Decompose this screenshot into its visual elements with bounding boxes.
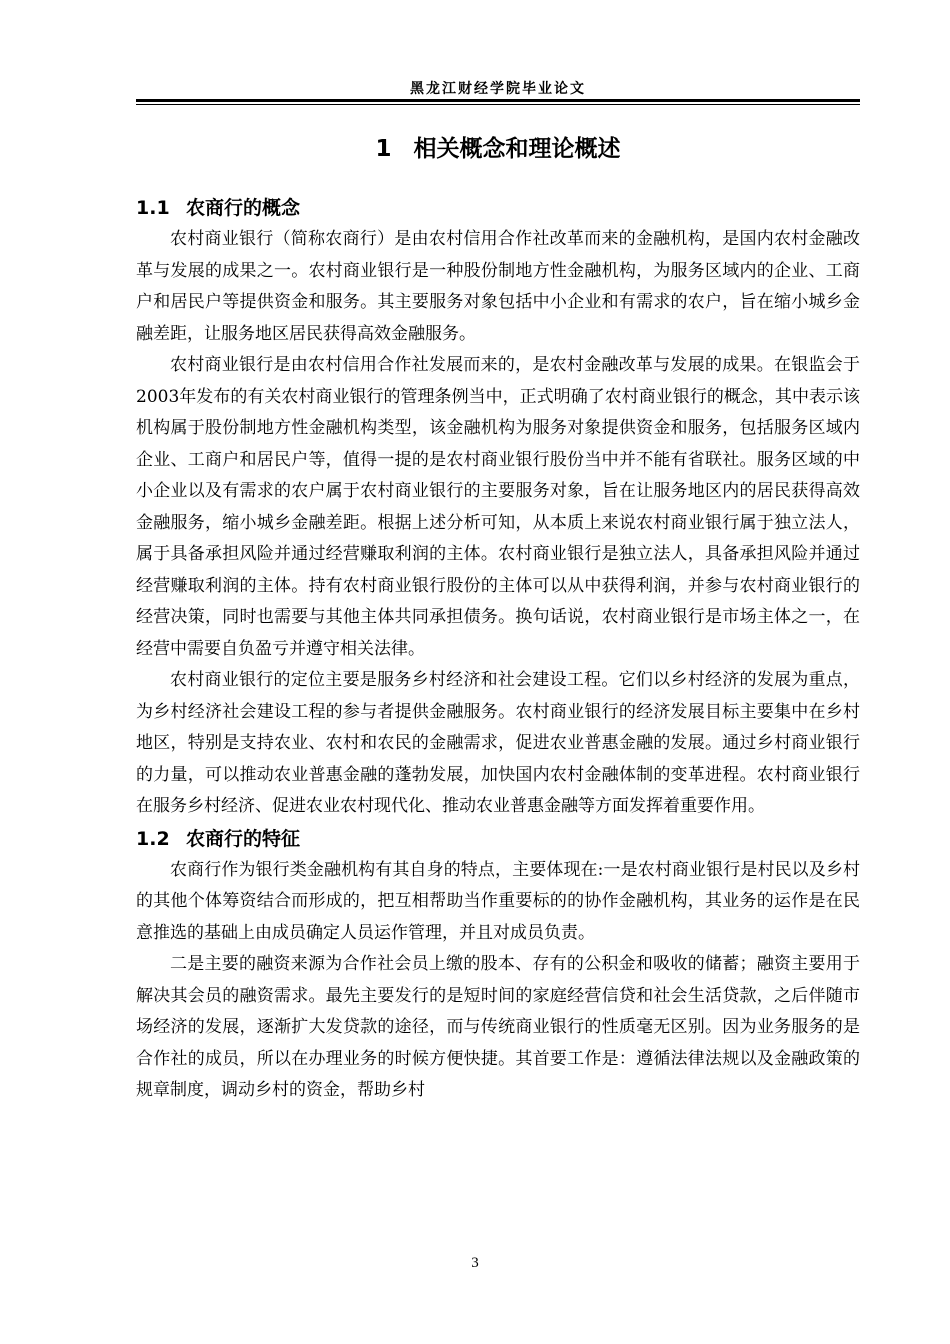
paragraph: 农村商业银行的定位主要是服务乡村经济和社会建设工程。它们以乡村经济的发展为重点，为乡村经济社会建设工程的参与者提供金融服务。农村商业银行的经济发展目标主要集中在乡村地区，特别是支持农业、农村和农民的金融需求，促进农业普惠金融的发展。通过乡村商业银行的力量，可以推动农业普惠金融的蓬勃发展，加快国内农村金融体制的变革进程。农村商业银行在服务乡村经济、促进农业农村现代化、推动农业普惠金融等方面发挥着重要作用。 <box>136 670 860 816</box>
running-header: 黑龙江财经学院毕业论文 <box>410 81 586 97</box>
chapter-title <box>136 132 860 166</box>
section-number: 1.1 <box>136 197 170 219</box>
page-number: 3 <box>471 1255 479 1271</box>
paragraph: 农村商业银行是由农村信用合作社发展而来的，是农村金融改革与发展的成果。在银监会于2003年发布的有关农村商业银行的管理条例当中，正式明确了农村商业银行的概念，其中表示该机构属于股份制地方性金融机构类型，该金融机构为服务对象提供资金和服务，包括服务区域内企业、工商户和居民户等，值得一提的是农村商业银行股份当中并不能有省联社。服务区域的中小企业以及有需求的农户属于农村商业银行的主要服务对象，旨在让服务地区内的居民获得高效金融服务，缩小城乡金融差距。根据上述分析可知，从本质上来说农村商业银行属于独立法人，属于具备承担风险并通过经营赚取利润的主体。农村商业银行是独立法人，具备承担风险并通过经营赚取利润的主体。持有农村商业银行股份的主体可以从中获得利润，并参与农村商业银行的经营决策，同时也需要与其他主体共同承担债务。换句话说，农村商业银行是市场主体之一，在经营中需要自负盈亏并遵守相关法律。 <box>136 355 860 659</box>
header-rule-thin <box>136 104 860 105</box>
section-heading-1-1 <box>136 192 860 224</box>
chapter-number: 1 <box>375 136 392 162</box>
paragraph: 农商行作为银行类金融机构有其自身的特点，主要体现在:一是农村商业银行是村民以及乡村的其他个体筹资结合而形成的，把互相帮助当作重要标的的协作金融机构，其业务的运作是在民意推选的基础上由成员确定人员运作管理，并且对成员负责。 <box>136 859 860 943</box>
paragraph: 农村商业银行（简称农商行）是由农村信用合作社改革而来的金融机构，是国内农村金融改革与发展的成果之一。农村商业银行是一种股份制地方性金融机构，为服务区域内的企业、工商户和居民户等提供资金和服务。其主要服务对象包括中小企业和有需求的农户，旨在缩小城乡金融差距，让服务地区居民获得高效金融服务。 <box>136 229 860 344</box>
section-title: 农商行的特征 <box>186 827 301 850</box>
chapter-title-text: 相关概念和理论概述 <box>413 136 621 162</box>
paragraph: 二是主要的融资来源为合作社会员上缴的股本、存有的公积金和吸收的储蓄；融资主要用于解决其会员的融资需求。最先主要发行的是短时间的家庭经营信贷和社会生活贷款，之后伴随市场经济的发展，逐渐扩大发贷款的途径，而与传统商业银行的性质毫无区别。因为业务服务的是合作社的成员，所以在办理业务的时候方便快捷。其首要工作是：遵循法律法规以及金融政策的规章制度，调动乡村的资金，帮助乡村 <box>136 954 860 1100</box>
main-content <box>136 128 860 1107</box>
section-heading-1-2 <box>136 823 860 855</box>
section-number: 1.2 <box>136 827 170 850</box>
header-rule-thick <box>136 99 860 102</box>
section-title: 农商行的概念 <box>186 197 301 219</box>
